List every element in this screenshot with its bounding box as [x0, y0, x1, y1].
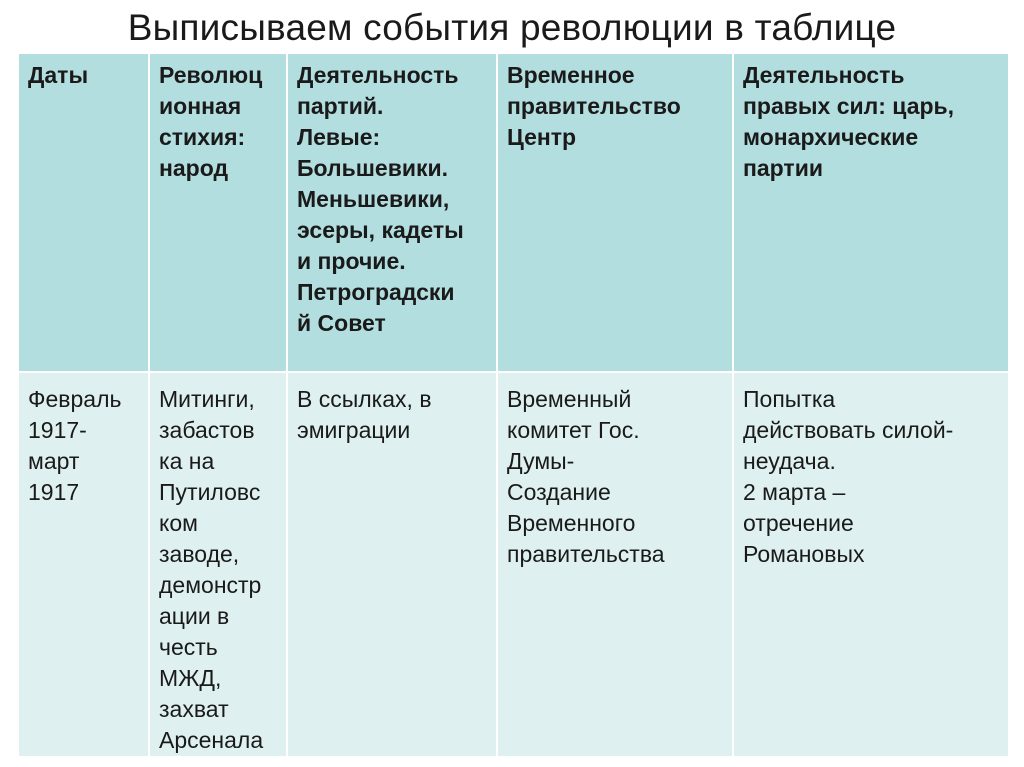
- cell-line: действовать силой-: [743, 417, 954, 443]
- header-line: Деятельность: [743, 62, 905, 88]
- cell-line: захват: [159, 696, 229, 722]
- cell-line: Февраль: [28, 386, 122, 412]
- header-line: правительство: [507, 93, 681, 119]
- header-cell-right-forces: [733, 53, 1009, 372]
- header-line: Временное: [507, 62, 635, 88]
- events-table: [17, 52, 1010, 758]
- cell-right-forces: [733, 372, 1009, 757]
- header-line: эсеры, кадеты: [297, 217, 464, 243]
- cell-line: комитет Гос.: [507, 417, 640, 443]
- header-line: Левые:: [297, 124, 381, 150]
- cell-government: [497, 372, 733, 757]
- header-cell-government: [497, 53, 733, 372]
- cell-dates: [18, 372, 149, 757]
- header-line: правых сил: царь,: [743, 93, 955, 119]
- header-line: народ: [159, 155, 229, 181]
- cell-parties: [287, 372, 497, 757]
- cell-line: честь: [159, 634, 218, 660]
- table-header-row: [18, 53, 1009, 372]
- cell-line: 1917: [28, 479, 80, 505]
- cell-line: Митинги,: [159, 386, 255, 412]
- cell-line: ка на: [159, 448, 215, 474]
- header-cell-parties: [287, 53, 497, 372]
- header-line: стихия:: [159, 124, 246, 150]
- cell-people: [149, 372, 287, 757]
- cell-line: Думы-: [507, 448, 575, 474]
- cell-line: 2 марта –: [743, 479, 846, 505]
- cell-line: неудача.: [743, 448, 836, 474]
- cell-line: Арсенала: [159, 727, 264, 753]
- header-line: Даты: [28, 62, 89, 88]
- cell-line: демонстр: [159, 572, 262, 598]
- header-cell-dates: [18, 53, 149, 372]
- cell-line: ации в: [159, 603, 230, 629]
- cell-line: Создание: [507, 479, 611, 505]
- cell-line: правительства: [507, 541, 665, 567]
- cell-line: МЖД,: [159, 665, 222, 691]
- cell-line: отречение: [743, 510, 854, 536]
- header-line: й Совет: [297, 310, 386, 336]
- cell-line: ком: [159, 510, 198, 536]
- cell-line: Временного: [507, 510, 636, 536]
- cell-line: Временный: [507, 386, 632, 412]
- cell-line: В ссылках, в: [297, 386, 432, 412]
- header-line: ионная: [159, 93, 242, 119]
- header-line: партий.: [297, 93, 384, 119]
- header-line: Центр: [507, 124, 577, 150]
- slide-title: Выписываем события революции в таблице: [127, 7, 897, 48]
- cell-line: Путиловс: [159, 479, 261, 505]
- header-line: Деятельность: [297, 62, 459, 88]
- cell-line: заводе,: [159, 541, 240, 567]
- cell-line: март: [28, 448, 80, 474]
- table-row: [18, 372, 1009, 757]
- header-cell-people: [149, 53, 287, 372]
- cell-line: 1917-: [28, 417, 87, 443]
- header-line: и прочие.: [297, 248, 406, 274]
- cell-line: Попытка: [743, 386, 836, 412]
- header-line: Петроградски: [297, 279, 455, 305]
- cell-line: эмиграции: [297, 417, 411, 443]
- cell-line: Романовых: [743, 541, 865, 567]
- header-line: Большевики.: [297, 155, 449, 181]
- header-line: Меньшевики,: [297, 186, 450, 212]
- header-line: монархические: [743, 124, 919, 150]
- cell-line: забастов: [159, 417, 255, 443]
- header-line: Революц: [159, 62, 263, 88]
- header-line: партии: [743, 155, 823, 181]
